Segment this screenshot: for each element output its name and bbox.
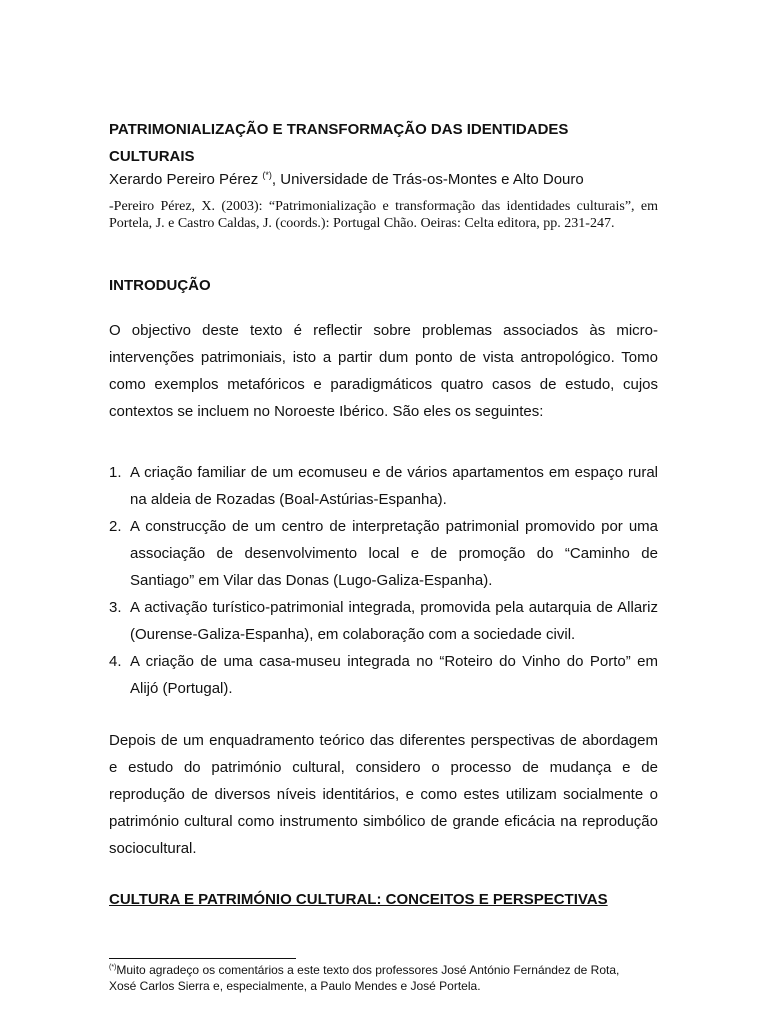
framework-paragraph: Depois de um enquadramento teórico das diferentes perspectivas de abordagem e estudo do património cultural, considero o processo de mudança e de reprodução de diversos níveis identitários, e como estes utilizam socialmente o património cultural como instrumento simbólico de grande eficácia na reprodução sociocultural. xyxy=(109,732,658,857)
footnote-marker: (*) xyxy=(109,964,117,971)
list-item-text: A criação de uma casa-museu integrada no “Roteiro do Vinho do Porto” em Alijó (Portugal). xyxy=(130,653,658,697)
intro-paragraph: O objectivo deste texto é reflectir sobre problemas associados às micro-intervenções patrimoniais, isto a partir dum ponto de vista antropológico. Tomo como exemplos metafóricos e paradigmáticos quatro casos de estudo, cujos contextos se incluem no Noroeste Ibérico. São eles os seguintes: xyxy=(109,322,658,420)
list-item-number: 3. xyxy=(109,599,122,616)
list-item-text: A activação turístico-patrimonial integrada, promovida pela autarquia de Allariz (Ourense-Galiza-Espanha), em colaboração com a sociedade civil. xyxy=(130,599,658,643)
list-item xyxy=(109,513,658,594)
list-item-text: A construcção de um centro de interpretação patrimonial promovido por uma associação de desenvolvimento local e de promoção do “Caminho de Santiago” em Vilar das Donas (Lugo-Galiza-Espanha). xyxy=(130,518,658,589)
footnote-text: Muito agradeço os comentários a este texto dos professores José António Fernández de Rota, Xosé Carlos Sierra e, especialmente, a Paulo Mendes e José Portela. xyxy=(109,963,620,993)
list-item-text: A criação familiar de um ecomuseu e de vários apartamentos em espaço rural na aldeia de Rozadas (Boal-Astúrias-Espanha). xyxy=(130,464,658,508)
footnote-divider xyxy=(109,958,296,959)
author-footnote-marker: (*) xyxy=(262,170,272,180)
footnote xyxy=(109,962,629,994)
section-heading-introducao: INTRODUÇÃO xyxy=(109,277,211,294)
author-name: Xerardo Pereiro Pérez xyxy=(109,171,259,188)
author-affiliation: , Universidade de Trás-os-Montes e Alto Douro xyxy=(271,171,584,188)
author-line xyxy=(109,169,658,191)
list-item-number: 4. xyxy=(109,653,122,670)
section-heading-cultura: CULTURA E PATRIMÓNIO CULTURAL: CONCEITOS E PERSPECTIVAS xyxy=(109,891,608,908)
list-item-number: 2. xyxy=(109,518,122,535)
list-item xyxy=(109,648,658,702)
citation-reference: -Pereiro Pérez, X. (2003): “Patrimonialização e transformação das identidades culturais”, em Portela, J. e Castro Caldas, J. (coords.): Portugal Chão. Oeiras: Celta editora, pp. 231-247. xyxy=(109,199,658,231)
list-item-number: 1. xyxy=(109,464,122,481)
list-item xyxy=(109,459,658,513)
document-title: PATRIMONIALIZAÇÃO E TRANSFORMAÇÃO DAS IDENTIDADES CULTURAIS xyxy=(109,121,569,165)
case-study-list xyxy=(109,459,658,702)
list-item xyxy=(109,594,658,648)
